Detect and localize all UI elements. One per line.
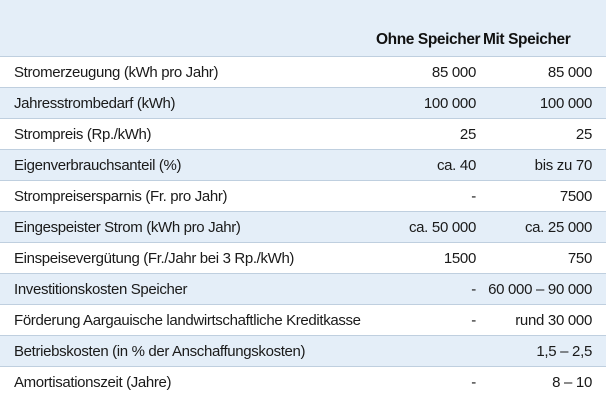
value-ohne-speicher: - (471, 312, 476, 329)
row-label: Amortisationszeit (Jahre) (14, 374, 172, 391)
table-row (0, 304, 606, 335)
value-mit-speicher: 25 (575, 126, 592, 143)
value-mit-speicher: rund 30 000 (515, 312, 592, 329)
value-ohne-speicher: - (471, 281, 476, 298)
value-mit-speicher: 60 000 – 90 000 (488, 281, 592, 298)
row-label: Eigenverbrauchsanteil (%) (14, 157, 182, 174)
row-label: Förderung Aargauische landwirtschaftliche Kreditkasse (14, 312, 361, 329)
table-header (0, 0, 606, 56)
row-label: Jahresstrombedarf (kWh) (14, 95, 176, 112)
row-label: Einspeisevergütung (Fr./Jahr bei 3 Rp./kWh) (14, 250, 295, 267)
row-label: Stromerzeugung (kWh pro Jahr) (14, 64, 219, 81)
table-row (0, 149, 606, 180)
value-mit-speicher: 1,5 – 2,5 (536, 343, 592, 360)
header-mit-speicher: Mit Speicher (483, 31, 571, 48)
value-mit-speicher: ca. 25 000 (524, 219, 592, 236)
table-row (0, 242, 606, 273)
row-label: Strompreisersparnis (Fr. pro Jahr) (14, 188, 228, 205)
value-mit-speicher: 100 000 (539, 95, 592, 112)
value-mit-speicher: 8 – 10 (552, 374, 592, 391)
value-ohne-speicher: - (471, 374, 476, 391)
header-ohne-speicher: Ohne Speicher (376, 31, 481, 48)
table-row (0, 87, 606, 118)
value-ohne-speicher: - (471, 188, 476, 205)
value-mit-speicher: 85 000 (547, 64, 592, 81)
value-ohne-speicher: 85 000 (431, 64, 476, 81)
table-row (0, 118, 606, 149)
value-mit-speicher: bis zu 70 (534, 157, 592, 174)
row-label: Eingespeister Strom (kWh pro Jahr) (14, 219, 241, 236)
value-mit-speicher: 750 (567, 250, 592, 267)
table-row (0, 180, 606, 211)
value-ohne-speicher: 1500 (443, 250, 476, 267)
row-label: Strompreis (Rp./kWh) (14, 126, 152, 143)
table-row (0, 335, 606, 366)
value-ohne-speicher: 100 000 (423, 95, 476, 112)
value-ohne-speicher: 25 (459, 126, 476, 143)
value-mit-speicher: 7500 (559, 188, 592, 205)
table-row (0, 211, 606, 242)
table-row (0, 56, 606, 87)
table-row (0, 273, 606, 304)
row-label: Investitionskosten Speicher (14, 281, 188, 298)
value-ohne-speicher: ca. 40 (436, 157, 476, 174)
table-row (0, 366, 606, 397)
value-ohne-speicher: ca. 50 000 (408, 219, 476, 236)
row-label: Betriebskosten (in % der Anschaffungskosten) (14, 343, 306, 360)
